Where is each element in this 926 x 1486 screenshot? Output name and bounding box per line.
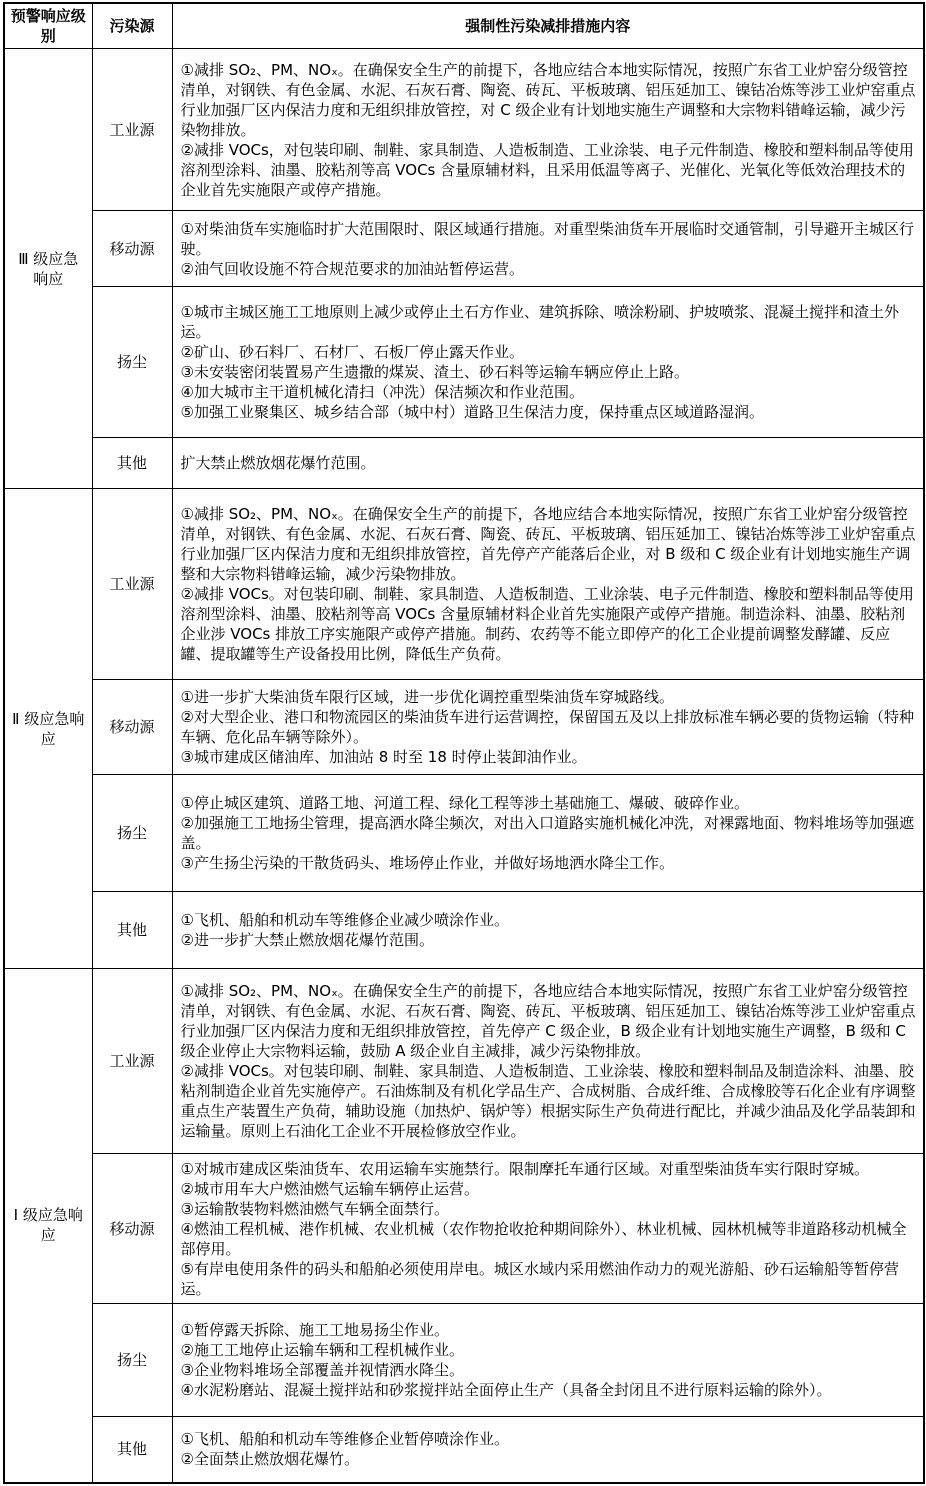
measure-item: ③产生扬尘污染的干散货码头、堆场停止作业，并做好场地洒水降尘工作。 <box>180 854 674 872</box>
source-cell-other: 其他 <box>92 892 172 969</box>
measure-item: ①暂停露天拆除、施工工地易扬尘作业。 <box>180 1321 449 1339</box>
table-row <box>4 287 924 438</box>
header-warning-level: 预警响应级别 <box>4 3 92 49</box>
source-cell-mobile: 移动源 <box>92 680 172 775</box>
measure-item: ②油气回收设施不符合规范要求的加油站暂停运营。 <box>180 259 524 278</box>
table-row <box>4 49 924 211</box>
measures-cell <box>172 680 924 775</box>
table-row <box>4 680 924 775</box>
measure-item: ②对大型企业、港口和物流园区的柴油货车进行运营调控，保留国五及以上排放标准车辆必要的货物运输（特种车辆、危化品车辆等除外）。 <box>180 708 914 746</box>
measure-item: ③运输散装物料燃油燃气车辆全面禁行。 <box>180 1199 449 1218</box>
measure-item: ②减排 VOCs。对包装印刷、制鞋、家具制造、人造板制造、工业涂装、橡胶和塑料制品及制造涂料、油墨、胶粘剂制造企业首先实施停产。石油炼制及有机化学品生产、合成树脂、合成纤维、合成橡胶等石化企业有序调整重点生产装置生产负荷，辅助设施（加热炉、锅炉等）根据实际生产负荷进行配比，并减少油品及化学品装卸和运输量。原则上石油化工企业不开展检修放空作业。 <box>180 1062 916 1140</box>
table-row <box>4 438 924 489</box>
source-cell-dust: 扬尘 <box>92 1304 172 1417</box>
measure-item: ④水泥粉磨站、混凝土搅拌站和砂浆搅拌站全面停止生产（具备全封闭且不进行原料运输的除外）。 <box>180 1381 832 1399</box>
response-measures-table <box>3 2 925 1484</box>
measure-item: ②进一步扩大禁止燃放烟花爆竹范围。 <box>180 931 434 949</box>
table-row <box>4 1154 924 1304</box>
measure-item: ②城市用车大户燃油燃气运输车辆停止运营。 <box>180 1179 479 1198</box>
measure-item: ①减排 SO₂、PM、NOₓ。在确保安全生产的前提下，各地应结合本地实际情况，按照广东省工业炉窑分级管控清单，对钢铁、有色金属、水泥、石灰石膏、陶瓷、砖瓦、平板玻璃、铝压延加工、镍钴冶炼等涉工业炉窑重点行业加强厂区内保洁力度和无组织排放管控，对 C 级企业有计划地实施生产调整和大宗物料错峰运输，减少污染物排放。 <box>180 60 916 139</box>
table-row <box>4 1417 924 1483</box>
measure-item: ⑤加强工业聚集区、城乡结合部（城中村）道路卫生保洁力度，保持重点区域道路湿润。 <box>180 403 764 421</box>
measures-cell <box>172 438 924 489</box>
source-cell-mobile: 移动源 <box>92 211 172 287</box>
source-cell-industrial: 工业源 <box>92 969 172 1154</box>
source-cell-industrial: 工业源 <box>92 489 172 680</box>
measure-item: ①飞机、船舶和机动车等维修企业暂停喷涂作业。 <box>180 1430 509 1449</box>
measure-item: ①对柴油货车实施临时扩大范围限时、限区域通行措施。对重型柴油货车开展临时交通管制，引导避开主城区行驶。 <box>180 219 914 258</box>
source-cell-other: 其他 <box>92 1417 172 1483</box>
measures-cell <box>172 49 924 211</box>
measure-item: ①飞机、船舶和机动车等维修企业减少喷涂作业。 <box>180 911 509 929</box>
table-row <box>4 892 924 969</box>
measures-cell <box>172 1417 924 1483</box>
level-cell-ii: Ⅱ 级应急响应 <box>4 489 92 969</box>
measures-cell <box>172 1304 924 1417</box>
measure-item: ③未安装密闭装置易产生遗撒的煤炭、渣土、砂石料等运输车辆应停止上路。 <box>180 363 689 381</box>
level-cell-i: Ⅰ 级应急响应 <box>4 969 92 1483</box>
source-cell-dust: 扬尘 <box>92 775 172 892</box>
measure-item: ②矿山、砂石料厂、石材厂、石板厂停止露天作业。 <box>180 343 524 361</box>
measure-item: ②施工工地停止运输车辆和工程机械作业。 <box>180 1341 464 1359</box>
measure-item: ④加大城市主干道机械化清扫（冲洗）保洁频次和作业范围。 <box>180 383 584 401</box>
measure-item: ①城市主城区施工工地原则上减少或停止土石方作业、建筑拆除、喷涂粉刷、护坡喷浆、混凝土搅拌和渣土外运。 <box>180 303 899 341</box>
measure-item: ②全面禁止燃放烟花爆竹。 <box>180 1450 359 1469</box>
source-cell-other: 其他 <box>92 438 172 489</box>
measure-item: ③企业物料堆场全部覆盖并视情洒水降尘。 <box>180 1361 464 1379</box>
measure-item: ⑤有岸电使用条件的码头和船舶必须使用岸电。城区水域内采用燃油作动力的观光游船、砂石运输船等暂停营运。 <box>180 1259 899 1298</box>
table-row <box>4 211 924 287</box>
table-row <box>4 1304 924 1417</box>
measure-item: ②减排 VOCs，对包装印刷、制鞋、家具制造、人造板制造、工业涂装、电子元件制造、橡胶和塑料制品等使用溶剂型涂料、油墨、胶粘剂等高 VOCs 含量原辅材料，且采用低温等离子、光催化、光氧化等低效治理技术的企业首先实施限产或停产措施。 <box>180 140 914 199</box>
measures-cell <box>172 489 924 680</box>
table-row <box>4 775 924 892</box>
measure-item: ④燃油工程机械、港作机械、农业机械（农作物抢收抢种期间除外）、林业机械、园林机械等非道路移动机械全部停用。 <box>180 1219 907 1258</box>
table-row <box>4 489 924 680</box>
measure-item: 扩大禁止燃放烟花爆竹范围。 <box>180 454 376 472</box>
source-cell-dust: 扬尘 <box>92 287 172 438</box>
table-header-row <box>4 3 924 49</box>
measure-item: ①减排 SO₂、PM、NOₓ。在确保安全生产的前提下，各地应结合本地实际情况，按照广东省工业炉窑分级管控清单，对钢铁、有色金属、水泥、石灰石膏、陶瓷、砖瓦、平板玻璃、铝压延加工、镍钴冶炼等涉工业炉窑重点行业加强厂区内保洁力度和无组织排放管控，首先停产产能落后企业，对 B 级和 C 级企业有计划地实施生产调整和大宗物料错峰运输，减少污染物排放。 <box>180 505 916 583</box>
measure-item: ②加强施工工地扬尘管理，提高洒水降尘频次，对出入口道路实施机械化冲洗，对裸露地面、物料堆场等加强遮盖。 <box>180 814 914 852</box>
measures-cell <box>172 287 924 438</box>
measure-item: ①对城市建成区柴油货车、农用运输车实施禁行。限制摩托车通行区域。对重型柴油货车实行限时穿城。 <box>180 1159 869 1178</box>
measures-cell <box>172 775 924 892</box>
measure-item: ②减排 VOCs。对包装印刷、制鞋、家具制造、人造板制造、工业涂装、电子元件制造、橡胶和塑料制品等使用溶剂型涂料、油墨、胶粘剂等高 VOCs 含量原辅材料企业首先实施限产或停产措施。制造涂料、油墨、胶粘剂企业涉 VOCs 排放工序实施限产或停产措施。制药、农药等不能立即停产的化工企业提前调整发酵罐、反应罐、提取罐等生产设备投用比例，降低生产负荷。 <box>180 585 914 663</box>
measures-cell <box>172 1154 924 1304</box>
measure-item: ③城市建成区储油库、加油站 8 时至 18 时停止装卸油作业。 <box>180 748 587 766</box>
measure-item: ①进一步扩大柴油货车限行区域，进一步优化调控重型柴油货车穿城路线。 <box>180 688 674 706</box>
source-cell-mobile: 移动源 <box>92 1154 172 1304</box>
measures-cell <box>172 969 924 1154</box>
level-cell-iii: Ⅲ 级应急响应 <box>4 49 92 489</box>
measures-cell <box>172 211 924 287</box>
header-pollution-source: 污染源 <box>92 3 172 49</box>
table-row <box>4 969 924 1154</box>
measures-cell <box>172 892 924 969</box>
header-measures: 强制性污染减排措施内容 <box>172 3 924 49</box>
measure-item: ①停止城区建筑、道路工地、河道工程、绿化工程等涉土基础施工、爆破、破碎作业。 <box>180 794 749 812</box>
measure-item: ①减排 SO₂、PM、NOₓ。在确保安全生产的前提下，各地应结合本地实际情况，按照广东省工业炉窑分级管控清单，对钢铁、有色金属、水泥、石灰石膏、陶瓷、砖瓦、平板玻璃、铝压延加工、镍钴冶炼等涉工业炉窑重点行业加强厂区内保洁力度和无组织排放管控，首先停产 C 级企业，B 级企业有计划地实施生产调整，B 级和 C 级企业停止大宗物料运输，鼓励 A 级企业自主减排，减少污染物排放。 <box>180 982 916 1060</box>
source-cell-industrial: 工业源 <box>92 49 172 211</box>
